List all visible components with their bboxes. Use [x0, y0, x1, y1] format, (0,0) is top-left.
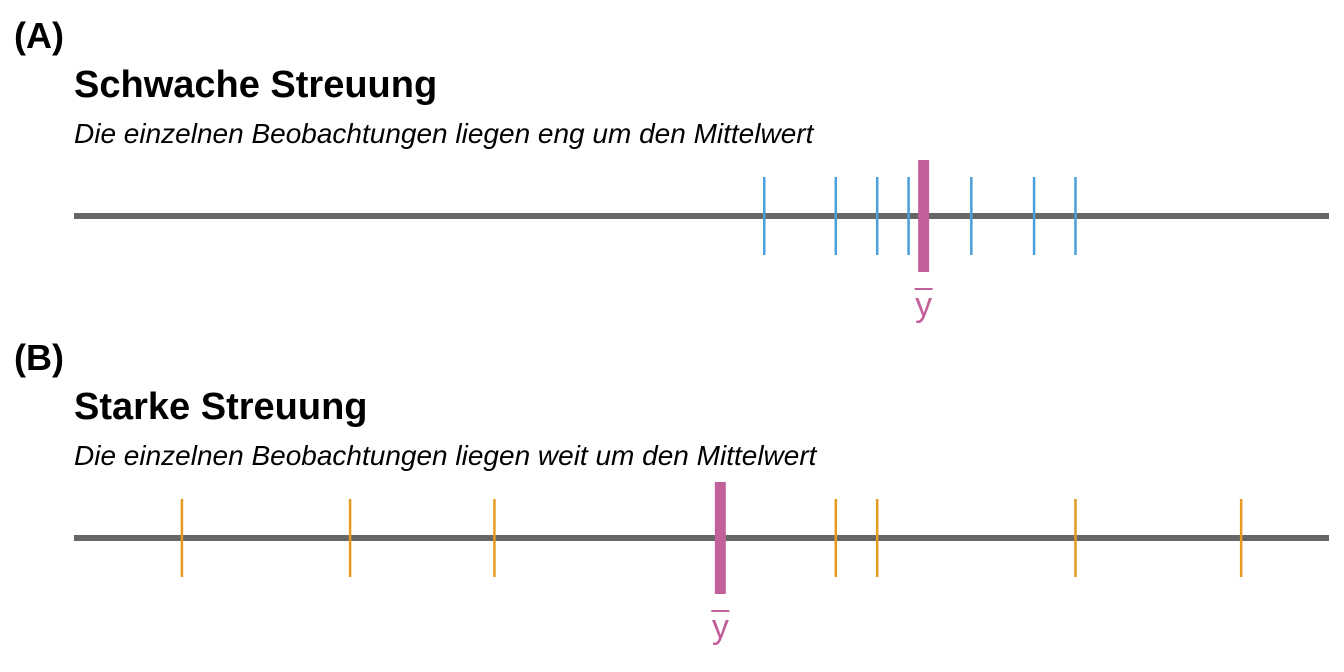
mean-label: y — [711, 608, 729, 646]
chart-title: Schwache Streuung — [74, 64, 438, 106]
mean-label: y — [915, 286, 933, 324]
panel-b — [0, 322, 1344, 644]
panel-a — [0, 0, 1344, 322]
chart-subtitle: Die einzelnen Beobachtungen liegen weit um den Mittelwert — [74, 440, 817, 471]
chart-subtitle: Die einzelnen Beobachtungen liegen eng um den Mittelwert — [74, 118, 814, 149]
strip-plot — [0, 322, 1344, 644]
chart-title: Starke Streuung — [74, 386, 368, 428]
panel-label: (A) — [14, 15, 64, 56]
strip-plot — [0, 0, 1344, 322]
panel-label: (B) — [14, 337, 64, 378]
